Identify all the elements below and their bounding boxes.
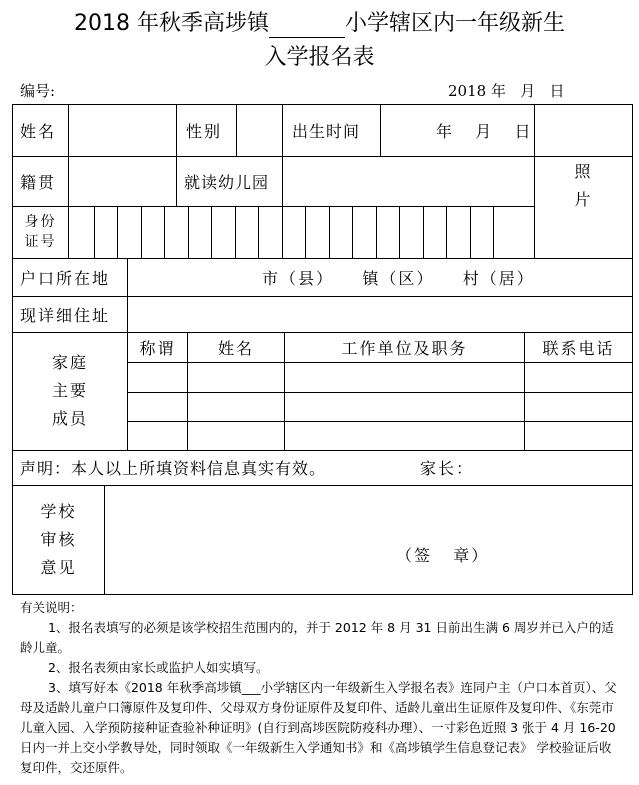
label-name: 姓名 xyxy=(20,121,57,141)
school-name-blank[interactable] xyxy=(269,15,345,38)
id-label-part1: 身份 xyxy=(24,214,57,230)
label-hukou: 户口所在地 xyxy=(20,268,111,288)
note-item: 2、报名表须由家长或监护人如实填写。 xyxy=(48,660,269,675)
label-address: 现详细住址 xyxy=(20,305,111,325)
parent-signature-field[interactable] xyxy=(480,451,630,485)
label-birth: 出生时间 xyxy=(292,121,361,141)
label-id-number xyxy=(13,206,68,258)
label-family-members xyxy=(13,332,127,450)
birth-date-field[interactable]: 年 月 日 xyxy=(436,121,533,141)
kindergarten-field[interactable] xyxy=(283,157,534,206)
number-label: 编号: xyxy=(20,82,56,100)
notes-section xyxy=(20,598,620,778)
col-work-unit: 工作单位及职务 xyxy=(341,338,468,358)
id-label-part2: 证号 xyxy=(24,234,57,250)
label-school-opinion xyxy=(13,485,104,594)
name-field[interactable] xyxy=(69,105,176,156)
title-suffix: 小学辖区内一年级新生 xyxy=(344,11,565,36)
col-relation: 称谓 xyxy=(139,338,176,358)
photo-box[interactable] xyxy=(535,156,632,216)
family-label-3: 成员 xyxy=(51,409,88,428)
form-title-line2: 入学报名表 xyxy=(264,45,375,70)
photo-char-1: 照 xyxy=(574,162,593,181)
family-label-2: 主要 xyxy=(51,381,88,400)
school-label-1: 学校 xyxy=(40,501,77,521)
family-row[interactable] xyxy=(128,422,632,450)
photo-char-2: 片 xyxy=(574,190,593,209)
form-title-line1 xyxy=(0,10,639,38)
form-date: 2018 年 月 日 xyxy=(448,82,565,100)
label-kindergarten: 就读幼儿园 xyxy=(184,172,270,192)
col-member-name: 姓名 xyxy=(217,338,254,358)
school-label-2: 审核 xyxy=(40,529,77,549)
native-place-field[interactable] xyxy=(69,157,176,206)
col-phone: 联系电话 xyxy=(542,338,615,358)
note-item: 3、填写好本《2018 年秋季高埗镇___小学辖区内一年级新生入学报名表》连同户主（户口本首页）、父母及适龄儿童户口簿原件及复印件、父母双方身份证原件及复印件、适龄儿童出生证原件及复印件、《东莞市儿童入园、入学预防接种证查验补种证明》(自行到高埗医院防疫科办理）、一寸彩色近照 3 张于 4 月 16-20 日内一并上交小学教导处，同时领取《一年级新生入学通知书》和《高埗镇学生信息登记表》 学校验证后收复印件，交还原件。 xyxy=(20,680,617,775)
family-row[interactable] xyxy=(128,393,632,421)
declaration-text: 声明：本人以上所填资料信息真实有效。 xyxy=(20,459,327,478)
address-field[interactable] xyxy=(128,297,632,332)
id-number-field[interactable] xyxy=(69,207,534,258)
notes-heading: 有关说明： xyxy=(20,600,83,615)
gender-field[interactable] xyxy=(237,105,282,156)
label-gender: 性别 xyxy=(186,121,223,141)
label-native-place: 籍贯 xyxy=(20,172,57,192)
seal-label: （签 章） xyxy=(396,545,490,565)
school-opinion-field[interactable] xyxy=(105,486,632,594)
hukou-field[interactable]: 市（县） 镇（区） 村（居） xyxy=(262,268,535,288)
note-item: 1、报名表填写的必须是该学校招生范围内的，并于 2012 年 8 月 31 日前出生满 6 周岁并已入户的适龄儿童。 xyxy=(20,620,614,655)
school-label-3: 意见 xyxy=(40,557,77,577)
title-prefix: 2018 年秋季高埗镇 xyxy=(74,11,269,36)
family-label-1: 家庭 xyxy=(51,353,88,372)
label-parent-signature: 家长： xyxy=(420,459,475,478)
family-row[interactable] xyxy=(128,363,632,392)
